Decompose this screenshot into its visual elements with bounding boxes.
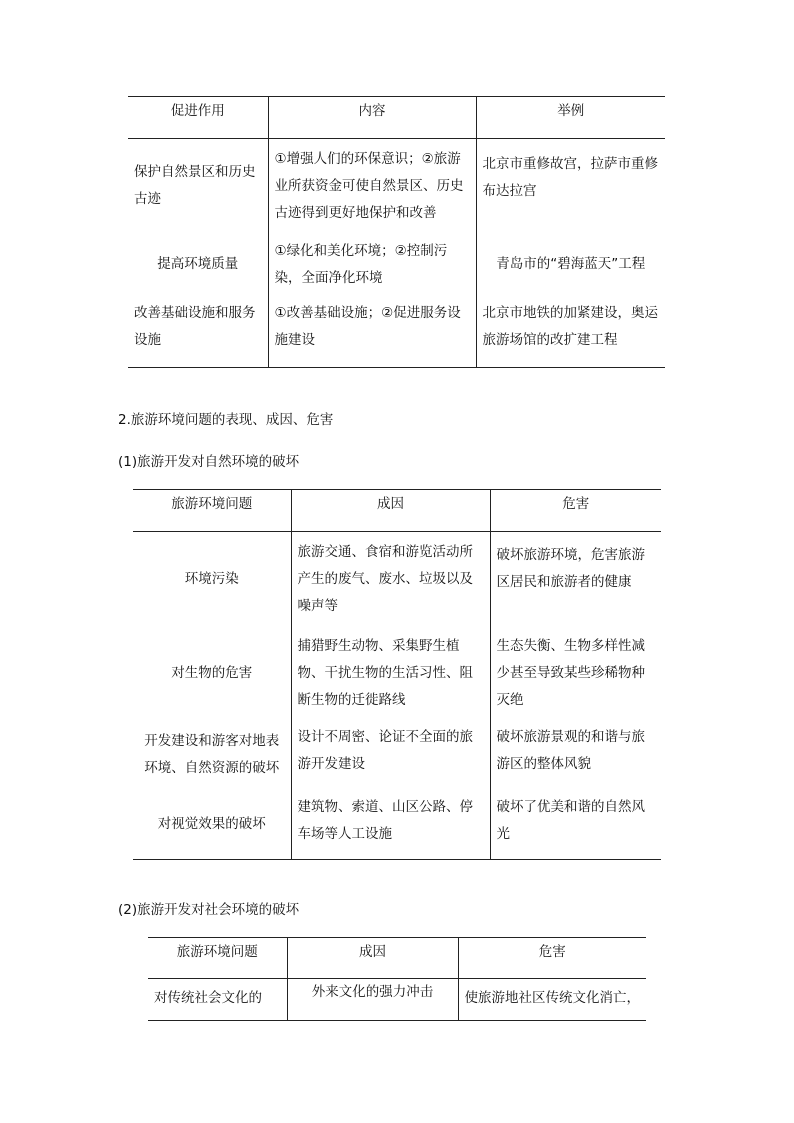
table-cell: 提高环境质量 <box>128 234 268 296</box>
table-row <box>128 234 665 296</box>
table-cell: 建筑物、索道、山区公路、停车场等人工设施 <box>291 790 490 860</box>
table-cell: 改善基础设施和服务设施 <box>128 296 268 368</box>
table-row <box>128 139 665 234</box>
table-cell: 北京市重修故宫，拉萨市重修布达拉宫 <box>476 139 665 234</box>
header-cell: 内容 <box>268 97 476 139</box>
table-row <box>128 296 665 368</box>
header-cell: 促进作用 <box>128 97 268 139</box>
table-cell: 对视觉效果的破坏 <box>133 790 291 860</box>
table-cell: 旅游交通、食宿和游览活动所产生的废气、废水、垃圾以及噪声等 <box>291 532 490 628</box>
table-cell: 生态失衡、生物多样性减少甚至导致某些珍稀物种灭绝 <box>490 628 661 720</box>
table-cell: 保护自然景区和历史古迹 <box>128 139 268 234</box>
header-cell: 旅游环境问题 <box>148 938 287 979</box>
table-cell: 青岛市的“碧海蓝天”工程 <box>476 234 665 296</box>
header-cell: 成因 <box>287 938 458 979</box>
table-cell: 破坏旅游景观的和谐与旅游区的整体风貌 <box>490 720 661 790</box>
table-cell: 对生物的危害 <box>133 628 291 720</box>
table-cell: 设计不周密、论证不全面的旅游开发建设 <box>291 720 490 790</box>
table-cell: 使旅游地社区传统文化消亡， <box>458 979 646 1021</box>
table-cell: 外来文化的强力冲击 <box>287 979 458 1021</box>
table-cell: 开发建设和游客对地表环境、自然资源的破坏 <box>133 720 291 790</box>
table-cell: ①增强人们的环保意识；②旅游业所获资金可使自然景区、历史古迹得到更好地保护和改善 <box>268 139 476 234</box>
section-heading: 2.旅游环境问题的表现、成因、危害 <box>118 412 334 428</box>
table-row <box>133 720 661 790</box>
table-row <box>133 790 661 860</box>
table-cell: 环境污染 <box>133 532 291 628</box>
subsection-heading: (2)旅游开发对社会环境的破坏 <box>118 902 300 918</box>
header-cell: 成因 <box>291 490 490 532</box>
table-social-environment-damage <box>148 937 646 1021</box>
table-cell: 破坏旅游环境，危害旅游区居民和旅游者的健康 <box>490 532 661 628</box>
header-cell: 危害 <box>490 490 661 532</box>
table-header-row <box>128 97 665 139</box>
table-cell: ①改善基础设施；②促进服务设施建设 <box>268 296 476 368</box>
header-cell: 危害 <box>458 938 646 979</box>
subsection-heading: (1)旅游开发对自然环境的破坏 <box>118 454 300 470</box>
table-header-row <box>148 938 646 979</box>
table-cell: 捕猎野生动物、采集野生植物、干扰生物的生活习性、阻断生物的迁徙路线 <box>291 628 490 720</box>
table-row <box>133 532 661 628</box>
table-row <box>133 628 661 720</box>
table-natural-environment-damage <box>133 489 661 860</box>
header-cell: 旅游环境问题 <box>133 490 291 532</box>
header-cell: 举例 <box>476 97 665 139</box>
table-cell: ①绿化和美化环境；②控制污染，全面净化环境 <box>268 234 476 296</box>
table-cell: 对传统社会文化的 <box>148 979 287 1021</box>
table-cell: 北京市地铁的加紧建设，奥运旅游场馆的改扩建工程 <box>476 296 665 368</box>
table-tourism-promotion <box>128 96 665 368</box>
table-header-row <box>133 490 661 532</box>
table-row <box>148 979 646 1021</box>
table-cell: 破坏了优美和谐的自然风光 <box>490 790 661 860</box>
